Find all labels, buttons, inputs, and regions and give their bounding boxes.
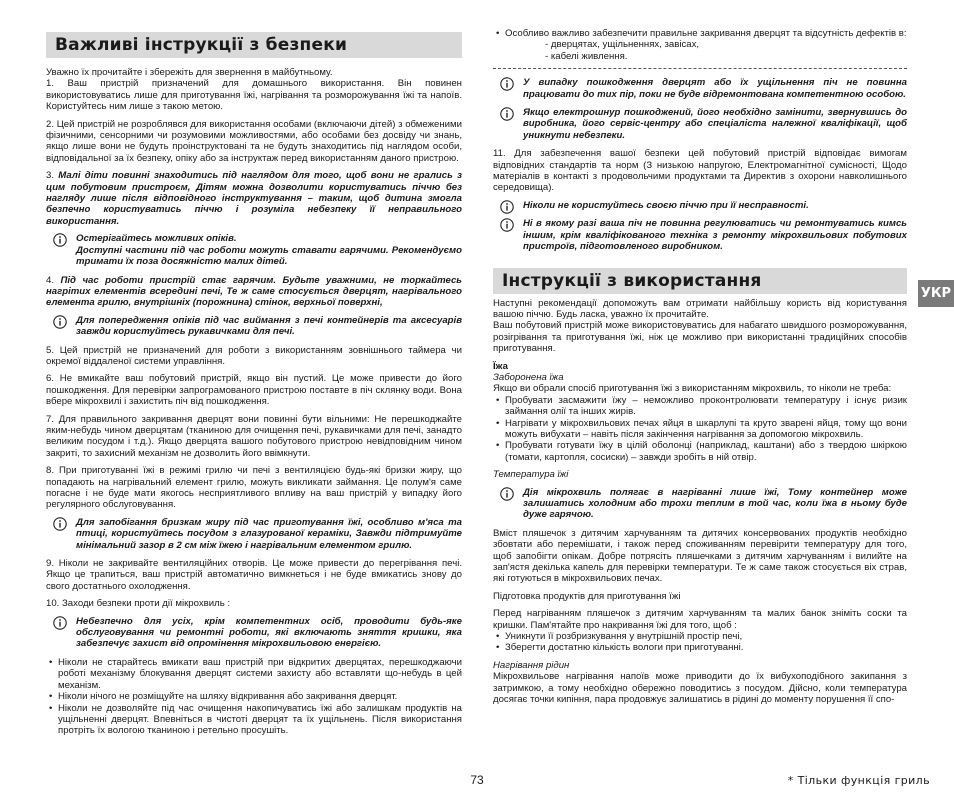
list-item: • Ніколи нічого не розміщуйте на шляху відкривання або закривання дверцят. [46,691,462,702]
paragraph-8: 8. При приготуванні їжі в режимі грилю чи печі з вентиляцією будь-які бризки жиру, що попадають на нагрівальний елемент грилю, можуть викликати займання. Це полум'я саме погасне і не буде мати якогось несприятливого впливу на ваш пристрій у випадку його регулярного обслуговування. [46,465,462,511]
note-repair-text: Ні в якому разі ваша піч не повинна регулюватись чи ремонтуватись кимсь іншим, крім кваліфікованого техніка з ремонту мікрохвильових побутових пристроїв, підготовленого виробником. [523,218,907,253]
usage-paragraph-1: Наступні рекомендації допоможуть вам отримати найбільшу користь від користування вашою піччю. Будь ласка, уважно їх прочитайте. [493,297,907,320]
footnote: * Тільки функція гриль [787,774,930,787]
left-column [46,0,462,743]
paragraph-7: 7. Для правильного закривання дверцят вони повинні бути вільними: Не перешкоджайте яким-небудь чином дверцятам (тканиною для очищення печі, рукавичками для печі, занадто великим посудом і т.д.). Якщо дверцята вашого побутового пристрою невідповідним чином закриті, то захисний механізм не дозволить його ввімкнути. [46,413,462,459]
page-number: 73 [470,773,484,787]
list-item: • Ніколи не старайтесь вмикати ваш пристрій при відкритих дверцятах, перешкоджаючи роботі механізму блокування дверцят системи захисту або вставляти що-небудь в цей механізм. [46,657,462,691]
note-grease [46,517,462,551]
info-icon [500,200,514,214]
info-icon [53,517,67,531]
usage-paragraph-2: Ваш побутовий пристрій може використовуватись для набагато швидшого розморожування, розігрівання та приготування їжі, ніж це можливо при використанні традиційних способів приготування. [493,320,907,355]
info-icon [53,616,67,630]
door-check-sub-2: - кабелі живлення. [545,50,628,62]
note-faulty-text: Ніколи не користуйтесь своєю піччю при її несправності. [523,199,809,211]
list-item: • Особливо важливо забезпечити правильне закривання дверцят та відсутність дефектів в: [493,28,907,39]
paragraph-4-number: 4. [46,274,55,286]
note-burns [46,233,462,267]
paragraph-4 [46,275,462,309]
info-icon [53,233,67,247]
info-icon [500,218,514,232]
paragraph-3-number: 3. [46,170,55,182]
food-temperature-title: Температура їжі [493,469,569,481]
preparation-title: Підготовка продуктів для приготування їжі [493,590,681,602]
preparation-list [493,631,907,654]
baby-food-paragraph: Вміст пляшечок з дитячим харчуванням та дитячих консервованих продуктів необхідно збовтати або перемішати, і також перед споживанням перевірити температуру для того, щоб запобігти опікам. Добре потрясіть пляшечками з дитячим харчуванням і вилийте на зап'ястя декілька капель для перевірки температури. Те ж саме також стосується віх страв, які готуються в мікрохвильових печах. [493,527,907,585]
usage-heading: Інструкції з використання [493,268,907,294]
liquid-heating-title: Нагрівання рідин [493,659,570,671]
paragraph-11: 11. Для забезпечення вашої безпеки цей побутовий пристрій відповідає вимогам відповідних стандартів та норм (З низькою напругою, Електромагнітної сумісності, Щодо матеріалів в контакті з продовольчими продуктами та Директив з охорони навколишнього середовища). [493,148,907,194]
door-check-sub-1: - дверцятах, ущільненнях, завісах, [545,39,700,51]
paragraph-1: 1. Ваш пристрій призначений для домашнього використання. Він повинен використовуватись лише для приготування їжі, нагрівання та розморожування їжі та напоїв. Користуйтесь ним лише з такою метою. [46,78,462,113]
safety-heading: Важливі інструкції з безпеки [46,32,462,58]
forbidden-food-title: Заборонена їжа [493,371,564,383]
paragraph-2: 2. Цей пристрій не розроблявся для використання особами (включаючи дітей) з обмеженими фізичними, сенсорними чи розумовими можливостями, або особами без досвіду чи знань, якщо лише вони не будуть проінструктовані та не будуть знаходитись під наглядом особи, відповідальної за їх безпеку, опіку або за інструктаж перед використанням даного пристрою. [46,118,462,164]
note-service [46,616,462,650]
language-tab: УКР [918,280,954,307]
list-item: • Пробувати засмажити їжу – неможливо проконтролювати температуру і існує ризик займання олії та інших жирів. [493,395,907,418]
paragraph-3 [46,170,462,227]
paragraph-6: 6. Не вмикайте ваш побутовий пристрій, якщо він пустий. Це може привести до його пошкодження. Для перевірки запрограмованого пристрою поставте в піч склянку води. Вона вбере мікрохвилі і захистить піч від пошкодження. [46,373,462,408]
note-container-temp [493,487,907,521]
paragraph-9: 9. Ніколи не закривайте вентиляційних отворів. Це може привести до перегрівання печі. Якщо це трапиться, ваш пристрій автоматично вимкнеться і не буде вмикатись знову до свого достатнього охолодження. [46,558,462,592]
note-faulty [493,200,907,211]
paragraph-4-bold: Під час роботи пристрій стає гарячим. Будьте уважними, не торкайтесь нагрітих елементів всередині печі, Те ж саме стосується дверцят, нагрівального елемента грилю, внутрішніх (порожнина) стінок, верхньої поверхні, [46,274,462,309]
list-item: • Зберегти достатню кількість вологи при приготуванні. [493,642,907,653]
info-icon [53,315,67,329]
note-repair [493,218,907,252]
paragraph-3-bold: Малі діти повинні знаходитись під наглядом для того, щоб вони не грались з цим побутовим пристроєм, Дітям можна дозволити користуватись піччю без нагляду лише після відповідного інструктування – таким, щоб дитина змогла безпечно користуватись піччю і розуміла небезпеку її неправильного використання. [46,170,462,227]
info-icon [500,487,514,501]
note-cord-text: Якщо електрошнур пошкоджений, його необхідно замінити, звернувшись до виробника, його сервіс-центру або спеціаліста належної кваліфікації, щоб уникнути небезпеки. [523,107,907,141]
list-item: • Нагрівати у мікрохвильових печах яйця в шкарлупі та круто зварені яйця, тому що вони можуть вибухати – навіть після закінчення нагрівання за допомогою мікрохвиль. [493,418,907,441]
food-title: Їжа [493,360,508,372]
note-service-text: Небезпечно для усіх, крім компетентних осіб, проводити будь-яке обслуговування чи ремонтні роботи, які включають зняття кришки, яка забезпечує захист від опромінення мікрохвильовою енергією. [76,615,462,650]
info-icon [500,107,514,121]
right-column [493,0,907,706]
intro-text: Уважно їх прочитайте і збережіть для звернення в майбутньому. [46,67,333,78]
note-grease-text: Для запобігання бризкам жиру під час приготування їжі, особливо м'яса та птиці, користуйтесь посудом з глазурованої кераміки, Завжди підтримуйте мінімальний зазор в 2 см між їжею і нагрівальним елементом грилю. [76,516,462,551]
note-gloves [46,315,462,338]
forbidden-food-list [493,395,907,463]
note-burns-text: Доступні частини під час роботи можуть ставати гарячими. Рекомендуємо тримати їх поза досяжністю малих дітей. [76,244,462,268]
preparation-paragraph: Перед нагріванням пляшечок з дитячим харчуванням та малих банок зніміть соски та кришки. Пам'ятайте про накривання їжі для того, щоб : [493,608,907,631]
list-item: • Пробувати готувати їжу в цілій оболонці (наприклад, каштани) або з твердою шкіркою (томати, картопля, сосиски) – завжди зробіть в ній отвір. [493,440,907,463]
info-icon [500,77,514,91]
paragraph-5: 5. Цей пристрій не призначений для роботи з використанням зовнішнього таймера чи окремої віддаленої системи управління. [46,344,462,367]
note-door-damage [493,77,907,100]
note-gloves-text: Для попередження опіків під час виймання з печі контейнерів та аксесуарів завжди користуйтесь рукавичками для печі. [76,314,462,338]
divider [493,68,907,69]
liquid-heating-paragraph: Мікрохвильове нагрівання напоїв може приводити до їх вибухоподібного закипання з затримкою, а тому необхідно обережно поводитись з посудом. Дійсно, коли температура досягає точки кипіння, пара продовжує залишатись в рідині до моменту порушення її спо- [493,671,907,706]
list-item: • Уникнути її розбризкування у внутрішній простір печі, [493,631,907,642]
microwave-safety-list [46,657,462,737]
note-burns-title: Остерігайтесь можливих опіків. [76,233,237,245]
list-item: • Ніколи не дозволяйте під час очищення накопичуватись їжі або залишкам продуктів на ущільненні дверцят. Впевніться в чистоті дверцят та їх ущільнень. Після використання протріть їх вологою тканиною і ретельно просушіть. [46,703,462,737]
forbidden-food-intro: Якщо ви обрали спосіб приготування їжі з використанням мікрохвиль, то ніколи не треба: [493,383,892,395]
note-container-temp-text: Дія мікрохвиль полягає в нагріванні лише їжі, Тому контейнер може залишатись холодним або трохи теплим в той час, коли їжа в ньому буде дуже гарячою. [523,486,907,521]
note-cord [493,107,907,141]
paragraph-10: 10. Заходи безпеки проти дії мікрохвиль : [46,598,231,610]
door-check-list [493,28,907,39]
note-door-damage-text: У випадку пошкодження дверцят або їх ущільнення піч не повинна працювати до тих пір, поки не буде відремонтована компетентною особою. [523,77,907,100]
